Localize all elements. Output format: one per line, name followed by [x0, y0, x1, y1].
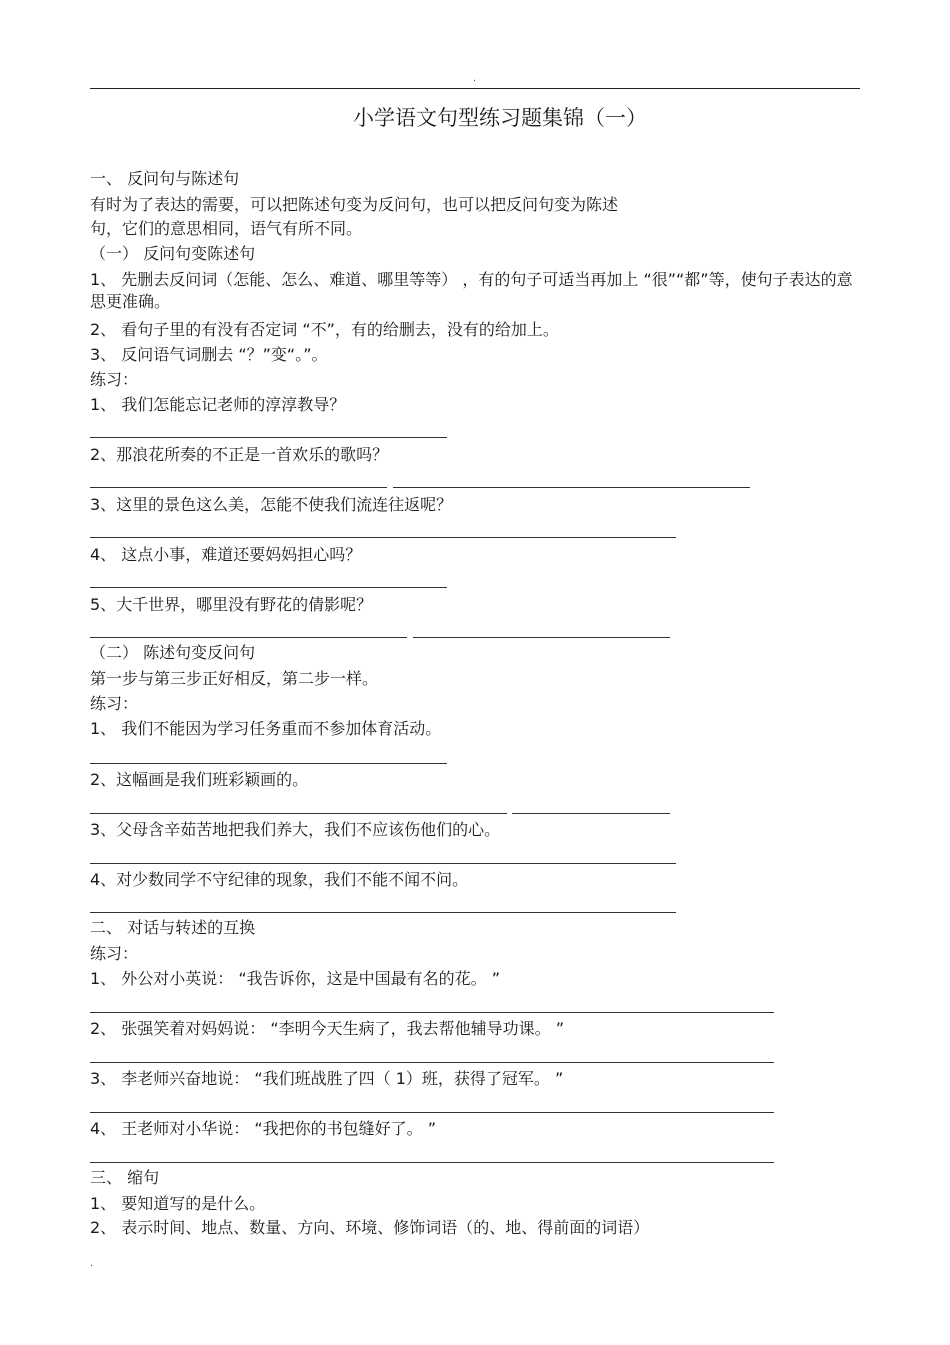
question-1-2: 2、那浪花所奏的不正是一首欢乐的歌吗？ — [90, 445, 389, 464]
answer-line[interactable] — [90, 813, 507, 814]
section1-intro-line1: 有时为了表达的需要，可以把陈述句变为反问句，也可以把反问句变为陈述 — [90, 195, 619, 214]
question-2-1: 1、 我们不能因为学习任务重而不参加体育活动。 — [90, 719, 442, 738]
subsection1-heading: （一） 反问句变陈述句 — [90, 244, 256, 263]
answer-line[interactable] — [90, 763, 447, 764]
rule-3: 3、 反问语气词删去 “？”变“。”。 — [90, 345, 328, 364]
subsection2-desc: 第一步与第三步正好相反，第二步一样。 — [90, 669, 379, 688]
answer-line[interactable] — [90, 1012, 774, 1013]
question-3-4: 4、 王老师对小华说： “我把你的书包缝好了。 ” — [90, 1119, 437, 1138]
question-2-2: 2、这幅画是我们班彩颖画的。 — [90, 770, 309, 789]
section3-item-2: 2、 表示时间、地点、数量、方向、环境、修饰词语（的、地、得前面的词语） — [90, 1218, 650, 1237]
question-2-3: 3、父母含辛茹苦地把我们养大，我们不应该伤他们的心。 — [90, 820, 501, 839]
answer-line[interactable] — [90, 587, 447, 588]
answer-line[interactable] — [90, 637, 407, 638]
answer-line[interactable] — [90, 863, 676, 864]
answer-line[interactable] — [90, 1162, 774, 1163]
answer-line[interactable] — [90, 1062, 774, 1063]
question-3-2: 2、 张强笑着对妈妈说： “李明今天生病了，我去帮他辅导功课。 ” — [90, 1019, 565, 1038]
section3-item-1: 1、 要知道写的是什么。 — [90, 1194, 266, 1213]
question-1-1: 1、 我们怎能忘记老师的淳淳教导？ — [90, 395, 346, 414]
section1-heading: 一、 反问句与陈述句 — [90, 169, 240, 188]
answer-line[interactable] — [90, 537, 676, 538]
question-1-3: 3、这里的景色这么美，怎能不使我们流连往返呢？ — [90, 495, 453, 514]
answer-line[interactable] — [393, 487, 750, 488]
answer-line[interactable] — [90, 1112, 774, 1113]
section2-heading: 二、 对话与转述的互换 — [90, 918, 256, 937]
rule-1: 1、 先删去反问词（怎能、怎么、难道、哪里等等） ，有的句子可适当再加上 “很”“都”等，使句子表达的意思更准确。 — [90, 270, 853, 311]
answer-line[interactable] — [90, 487, 387, 488]
section1-intro-line2: 句，它们的意思相同，语气有所不同。 — [90, 219, 363, 238]
question-1-4: 4、 这点小事，难道还要妈妈担心吗？ — [90, 545, 362, 564]
practice-label-2: 练习： — [90, 694, 139, 713]
rule-2: 2、 看句子里的有没有否定词 “不”，有的给删去，没有的给加上。 — [90, 320, 559, 339]
answer-line[interactable] — [90, 437, 447, 438]
header-mark: . — [473, 73, 477, 84]
question-3-3: 3、 李老师兴奋地说： “我们班战胜了四（ 1）班，获得了冠军。 ” — [90, 1069, 564, 1088]
practice-label-1: 练习： — [90, 370, 139, 389]
answer-line[interactable] — [512, 813, 670, 814]
answer-line[interactable] — [90, 912, 676, 913]
question-2-4: 4、对少数同学不守纪律的现象，我们不能不闻不问。 — [90, 870, 469, 889]
question-1-5: 5、大千世界，哪里没有野花的倩影呢？ — [90, 595, 373, 614]
subsection2-heading: （二） 陈述句变反问句 — [90, 643, 256, 662]
page-title: 小学语文句型练习题集锦（一） — [353, 106, 647, 130]
question-3-1: 1、 外公对小英说： “我告诉你，这是中国最有名的花。 ” — [90, 969, 501, 988]
header-rule — [90, 88, 860, 89]
answer-line[interactable] — [413, 637, 670, 638]
section3-heading: 三、 缩句 — [90, 1168, 160, 1187]
footer-mark: . — [90, 1258, 94, 1269]
practice-label-3: 练习： — [90, 944, 139, 963]
